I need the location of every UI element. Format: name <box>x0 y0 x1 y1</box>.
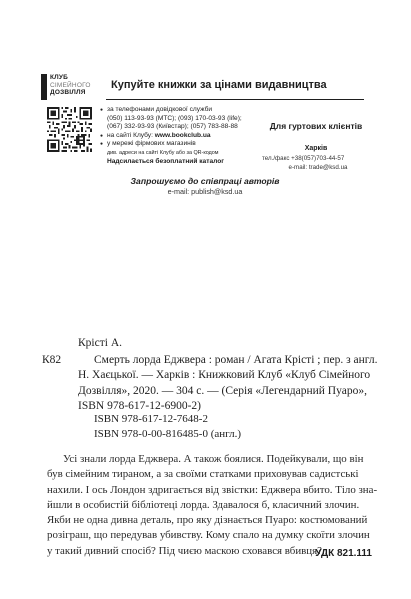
isbn-2: ISBN 978-0-00-816485-0 (англ.) <box>94 427 242 440</box>
phones-title: ● за телефонами довідкової служби <box>100 106 250 115</box>
phones-line-2: (067) 332-93-93 (Київстар); (057) 783-88-88 <box>107 123 238 131</box>
qr-code-icon[interactable] <box>47 107 92 152</box>
phones-line-1: (050) 113-93-93 (МТС); (093) 170-03-93 (life); <box>107 114 242 122</box>
isbn-list <box>94 412 241 441</box>
annotation-line-5: Якби не одна дивна деталь, про яку дізнається Пуаро: костюмований <box>47 514 368 527</box>
bib-line-3: Дозвілля», 2020. — 304 с. — (Серія «Легендарний Пуаро», <box>78 384 367 397</box>
annotation-line-6: розіграш, що передував убивству. Кому спало на думку скоїти злочин <box>47 529 370 542</box>
annotation-line-1: Усі знали лорда Еджвера. А також боялися. Подейкували, що він <box>63 453 364 465</box>
bib-line-1: Смерть лорда Еджвера : роман / Агата Крісті ; пер. з англ. <box>94 354 378 366</box>
catalog-note: Надсилається безоплатний каталог <box>107 157 224 165</box>
wholesale-title: Для гуртових клієнтів <box>269 121 363 131</box>
logo-bar <box>41 74 47 100</box>
site-link[interactable]: www.bookclub.ua <box>154 131 211 139</box>
annotation <box>47 452 378 559</box>
logo-line-1: КЛУБ <box>50 74 69 81</box>
authors-invite: Запрошуємо до співпраці авторів <box>130 176 280 186</box>
call-number: К82 <box>42 354 62 366</box>
stores-hint: див. адреси на сайті Клубу або за QR-кодом <box>107 149 219 156</box>
headline-divider <box>106 99 364 100</box>
annotation-line-7: у такий дивний спосіб? Під чиєю маскою сховався вбивця?.. <box>47 544 328 557</box>
wholesale-email[interactable]: e-mail: trade@ksd.ua <box>288 164 348 171</box>
contact-info <box>100 106 250 166</box>
annotation-line-2: був сімейним тираном, а за своїми статками приховував садистські <box>47 468 359 481</box>
stores-title: ● у мережі фірмових магазинів <box>100 140 250 149</box>
wholesale-city: Харків <box>304 145 328 152</box>
logo-line-2: СІМЕЙНОГО <box>50 81 91 89</box>
author-heading: Крісті А. <box>78 337 122 349</box>
promo-headline: Купуйте книжки за цінами видавництва <box>111 79 327 91</box>
site-prefix: на сайті Клубу: <box>107 131 155 139</box>
bibliographic-record <box>78 353 378 414</box>
wholesale-phone: тел./факс +38(057)703-44-57 <box>262 155 345 162</box>
isbn-1: ISBN 978-617-12-7648-2 <box>94 413 208 425</box>
logo-text <box>50 74 91 97</box>
annotation-line-3: нахили. І ось Лондон здригається від звістки: Еджвера вбито. Тіло зна- <box>47 483 378 496</box>
publisher-logo <box>41 74 103 104</box>
udk-code: УДК 821.111 <box>315 548 372 559</box>
annotation-line-4: йшли в особистій бібліотеці лорда. Здавалося б, класичний злочин. <box>47 498 360 511</box>
bib-line-4: ISBN 978-617-12-6900-2) <box>78 399 201 412</box>
bib-line-2: Н. Хаєцької. — Харків : Книжковий Клуб «Клуб Сімейного <box>78 369 371 382</box>
logo-line-3: ДОЗВІЛЛЯ <box>50 89 86 96</box>
authors-email[interactable]: e-mail: publish@ksd.ua <box>167 187 243 196</box>
